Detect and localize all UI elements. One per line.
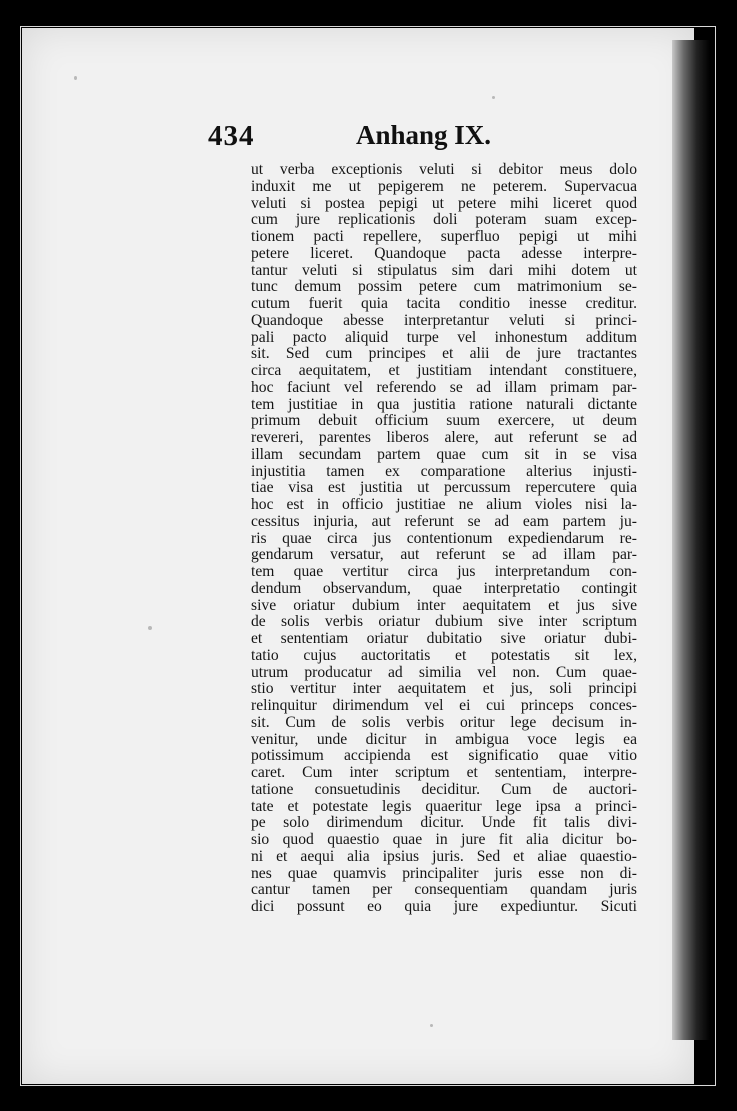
text-line: primum debuit officium suum exercere, ut deum [251, 412, 637, 430]
text-line: hoc est in officio justitiae ne alium violes nisi la- [251, 496, 637, 513]
text-line: ris quae circa jus contentionum expediendarum re- [251, 529, 637, 547]
text-line: veluti si postea pepigi ut petere mihi liceret quod [251, 194, 637, 212]
text-line: gendarum versatur, aut referunt se ad illam par- [251, 546, 637, 564]
text-line: sive oriatur dubium inter aequitatem et jus sive [251, 596, 637, 614]
text-line: tionem pacti repellere, superfluo pepigi ut mihi [251, 228, 637, 245]
text-line: dendum observandum, quae interpretatio contingit [251, 579, 637, 597]
page-header [208, 120, 628, 164]
text-line: induxit me ut pepigerem ne peterem. Supervacua [251, 177, 637, 195]
text-line: revereri, parentes liberos alere, aut referunt se ad [251, 429, 637, 446]
page-number: 434 [208, 120, 255, 152]
text-line: tem justitiae in qua justitia ratione naturali dictante [251, 395, 637, 413]
text-line: tem quae vertitur circa jus interpretandum con- [251, 563, 637, 580]
page-edge-shadow [672, 40, 710, 1040]
text-line: relinquitur dirimendum vel ei cui princeps conces- [251, 697, 637, 714]
text-line: de solis verbis oriatur dubium sive inter scriptum [251, 613, 637, 631]
text-line: venitur, unde dicitur in ambigua voce legis ea [251, 730, 637, 748]
text-line: illam secundam partem quae cum sit in se visa [251, 445, 637, 463]
text-line: cutum fuerit quia tacita conditio inesse creditur. [251, 295, 637, 312]
text-line: ni et aequi alia ipsius juris. Sed et aliae quaestio- [251, 847, 637, 865]
text-line: Quandoque abesse interpretantur veluti si princi- [251, 311, 637, 329]
text-line: hoc faciunt vel referendo se ad illam primam par- [251, 378, 637, 396]
text-line: caret. Cum inter scriptum et sententiam, interpre- [251, 764, 637, 781]
text-line: tunc demum possim petere cum matrimonium se- [251, 278, 637, 296]
text-line: pe solo dirimendum dicitur. Unde fit talis divi- [251, 814, 637, 832]
text-line: sio quod quaestio quae in jure fit alia dicitur bo- [251, 831, 637, 848]
text-line: et sententiam oriatur dubitatio sive oriatur dubi- [251, 630, 637, 647]
text-line: tantur veluti si stipulatus sim dari mihi dotem ut [251, 261, 637, 279]
text-line: cum jure replicationis doli poteram suam excep- [251, 211, 637, 229]
text-line: sit. Sed cum principes et alii de jure tractantes [251, 345, 637, 363]
text-line: utrum producatur ad similia vel non. Cum quae- [251, 663, 637, 681]
text-line: nes quae quamvis principaliter juris esse non di- [251, 864, 637, 882]
running-title: Anhang IX. [356, 120, 492, 150]
text-line: dici possunt eo quia jure expediuntur. Sicuti [251, 898, 637, 915]
text-line: tatione consuetudinis deciditur. Cum de auctori- [251, 780, 637, 798]
text-line: tate et potestate legis quaeritur lege ipsa a princi- [251, 797, 637, 815]
text-line: pali pacto aliquid turpe vel inhonestum additum [251, 328, 637, 346]
paper-spot [430, 1024, 433, 1027]
text-line: sit. Cum de solis verbis oritur lege decisum in- [251, 713, 637, 731]
text-line: potissimum accipienda est significatio quae vitio [251, 747, 637, 765]
text-line: circa aequitatem, et justitiam intendant constituere, [251, 362, 637, 379]
text-line: stio vertitur inter aequitatem et jus, soli principi [251, 680, 637, 698]
text-line: petere liceret. Quandoque pacta adesse interpre- [251, 244, 637, 262]
paper-spot [148, 626, 152, 630]
text-line: injustitia tamen ex comparatione alterius injusti- [251, 462, 637, 480]
paper-spot [492, 96, 495, 99]
body-text [251, 162, 637, 916]
text-line: ut verba exceptionis veluti si debitor meus dolo [251, 161, 637, 178]
text-line: tatio cujus auctoritatis et potestatis sit lex, [251, 646, 637, 664]
text-line: cantur tamen per consequentiam quandam juris [251, 881, 637, 899]
paper-spot [74, 76, 77, 80]
text-line: tiae visa est justitia ut percussum repercutere quia [251, 479, 637, 497]
text-line: cessitus injuria, aut referunt se ad eam partem ju- [251, 512, 637, 530]
